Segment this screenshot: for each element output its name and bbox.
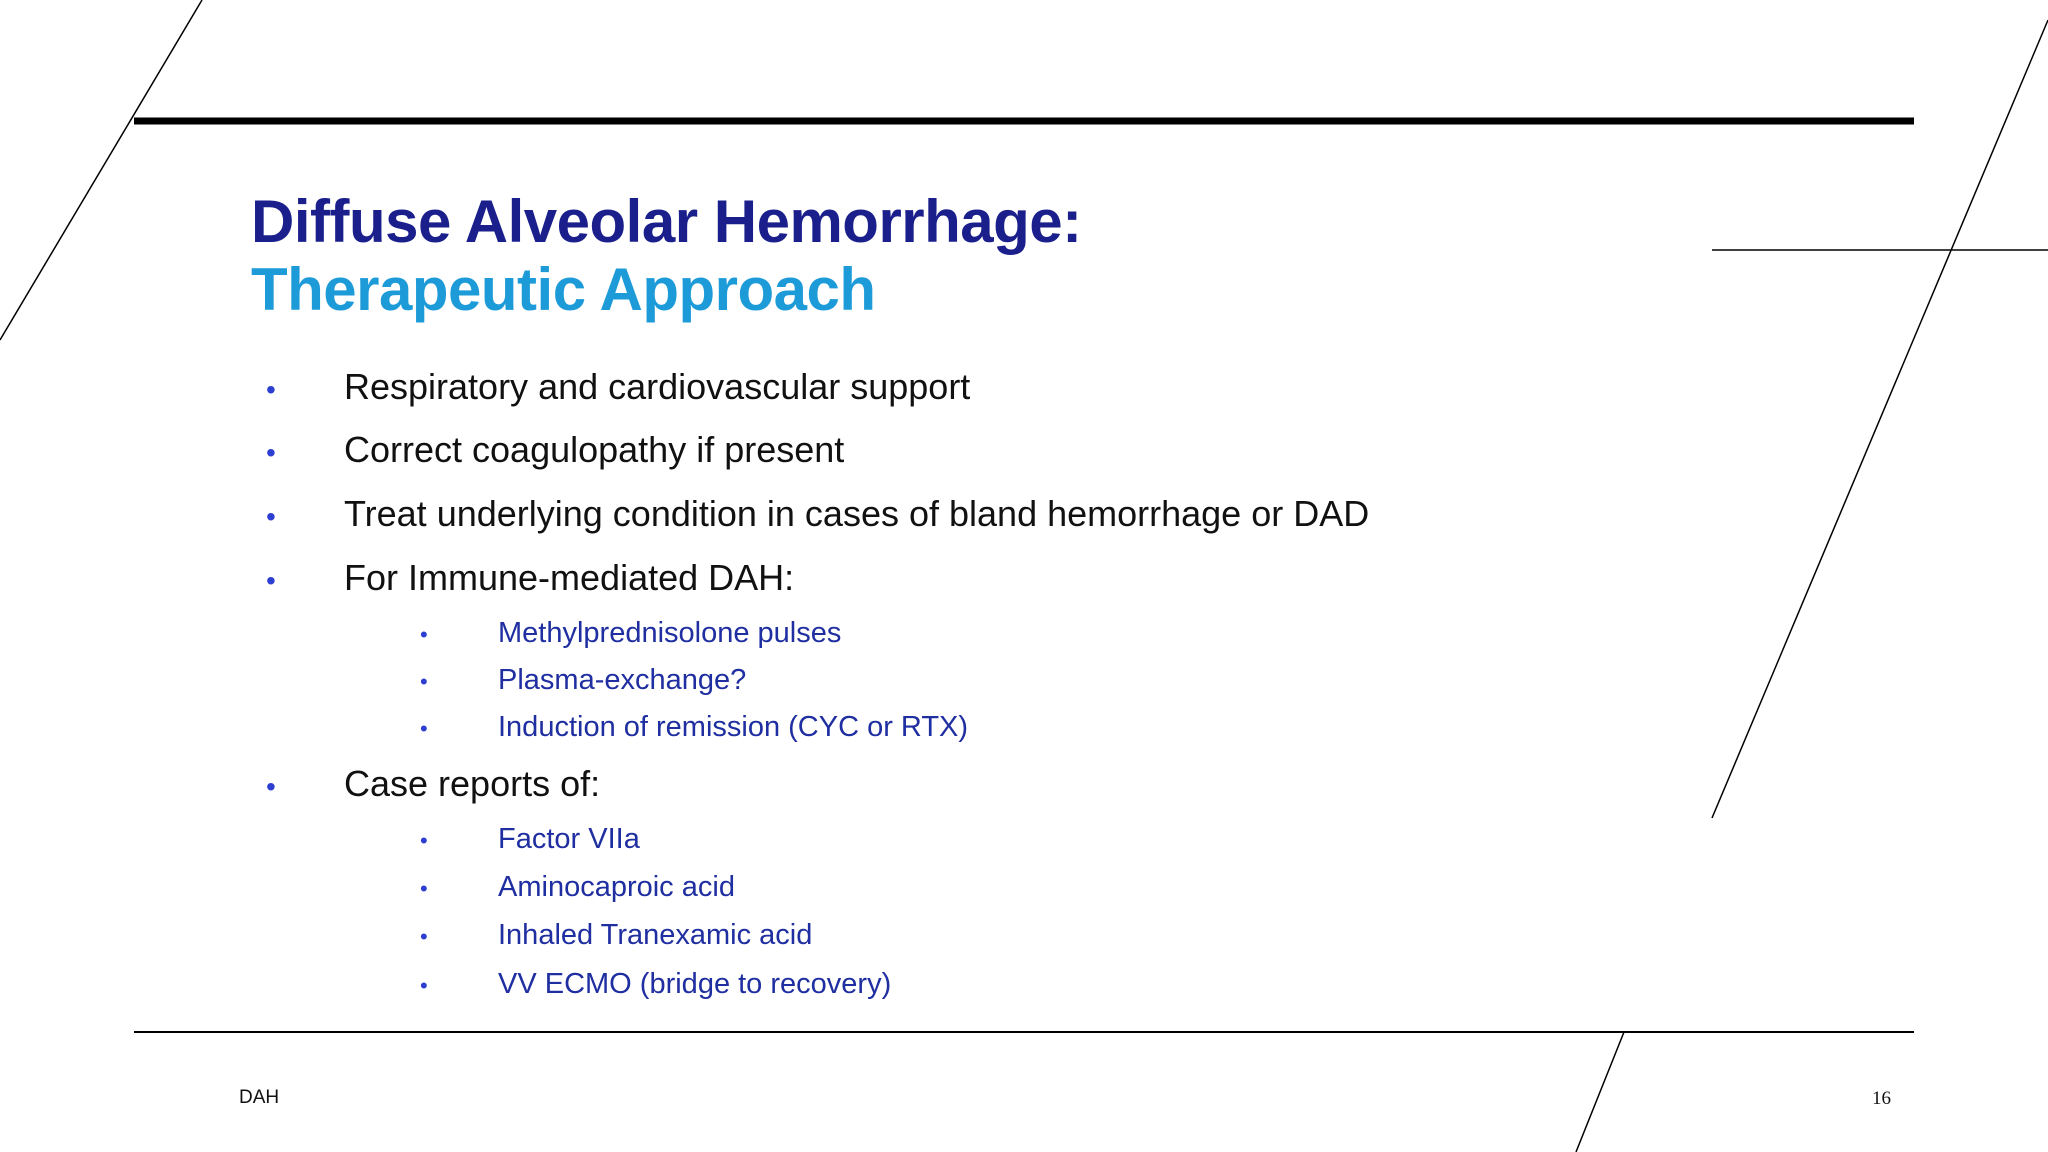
footer-label: DAH: [239, 1087, 280, 1108]
sub-bullet-item: [420, 822, 640, 858]
sub-bullet-item: [420, 710, 968, 746]
sub-bullet-dot-icon: •: [420, 622, 428, 647]
sub-bullet-text: VV ECMO (bridge to recovery): [498, 968, 892, 1000]
right-diagonal: [1712, 20, 2048, 818]
sub-bullet-item: [420, 870, 735, 906]
bottom-right-diagonal: [1576, 1032, 1624, 1152]
bullet-item: [266, 430, 844, 473]
sub-bullet-text: Induction of remission (CYC or RTX): [498, 711, 969, 743]
sub-bullet-text: Aminocaproic acid: [498, 871, 735, 903]
bullet-item: [266, 764, 600, 807]
sub-bullet-dot-icon: •: [420, 828, 428, 853]
sub-bullet-dot-icon: •: [420, 876, 428, 901]
bullet-dot-icon: •: [266, 565, 276, 596]
bullet-text: For Immune-mediated DAH:: [344, 557, 795, 598]
bullet-dot-icon: •: [266, 501, 276, 532]
bullet-dot-icon: •: [266, 374, 276, 405]
bullet-text: Case reports of:: [344, 763, 601, 804]
bullet-item: [266, 494, 1369, 537]
sub-bullet-dot-icon: •: [420, 716, 428, 741]
slide-title: [251, 188, 1082, 324]
sub-bullet-dot-icon: •: [420, 669, 428, 694]
sub-bullet-item: [420, 663, 746, 699]
sub-bullet-text: Factor VIIa: [498, 823, 640, 855]
bullet-dot-icon: •: [266, 771, 276, 802]
sub-bullet-item: [420, 918, 812, 954]
page-number: 16: [1872, 1088, 1891, 1109]
bullet-text: Correct coagulopathy if present: [344, 429, 845, 470]
sub-bullet-text: Methylprednisolone pulses: [498, 617, 842, 649]
sub-bullet-item: [420, 967, 891, 1003]
bullet-dot-icon: •: [266, 437, 276, 468]
sub-bullet-dot-icon: •: [420, 924, 428, 949]
sub-bullet-dot-icon: •: [420, 973, 428, 998]
title-line-2: Therapeutic Approach: [251, 256, 876, 323]
bullet-text: Respiratory and cardiovascular support: [344, 366, 971, 407]
sub-bullet-text: Plasma-exchange?: [498, 664, 747, 696]
bullet-item: [266, 558, 794, 601]
sub-bullet-item: [420, 616, 841, 652]
bullet-item: [266, 367, 970, 410]
left-diagonal: [0, 0, 202, 340]
sub-bullet-text: Inhaled Tranexamic acid: [498, 919, 813, 951]
title-line-1: Diffuse Alveolar Hemorrhage:: [251, 188, 1082, 255]
bullet-text: Treat underlying condition in cases of bland hemorrhage or DAD: [344, 493, 1370, 534]
